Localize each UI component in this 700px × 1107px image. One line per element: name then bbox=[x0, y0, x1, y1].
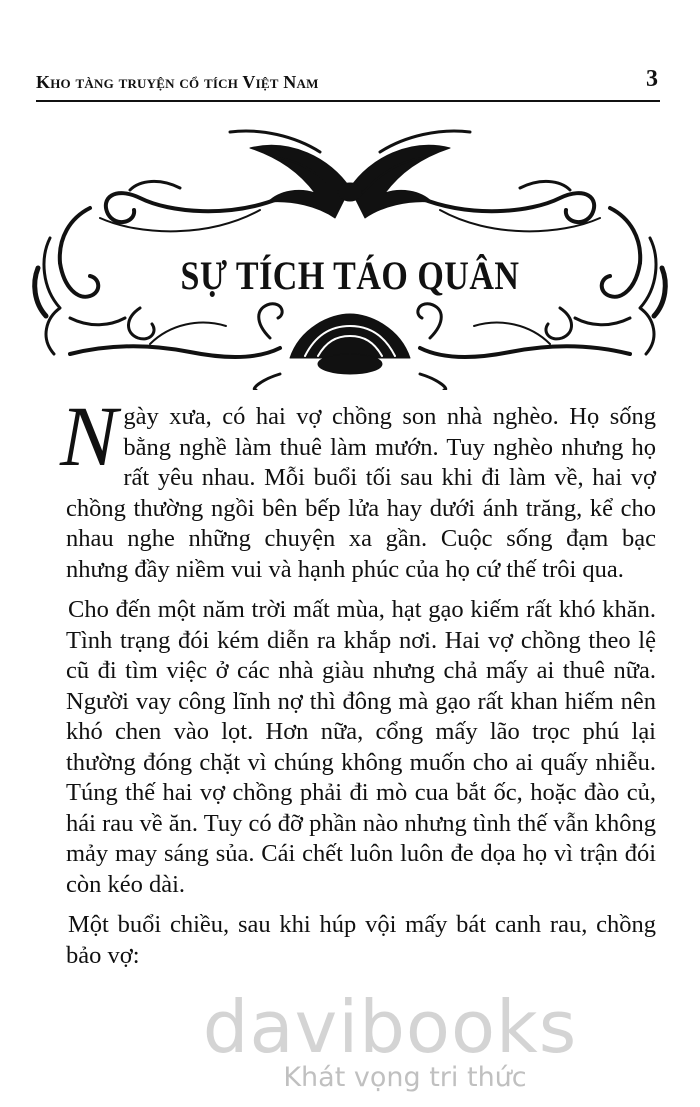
paragraph: Cho đến một năm trời mất mùa, hạt gạo kiếm rất khó khăn. Tình trạng đói kém diễn ra khắp nơi. Hai vợ chồng theo lệ cũ đi tìm việc ở các nhà giàu nhưng chả mấy ai thuê nữa. Người vay công lĩnh nợ thì đông mà gạo rất khan hiếm nên khó chen vào lọt. Hơn nữa, cổng mấy lão trọc phú lại thường đóng chặt vì chúng không muốn cho ai quấy nhiễu. Túng thế hai vợ chồng phải đi mò cua bắt ốc, hoặc đào củ, hái rau về ăn. Tuy có đỡ phần nào nhưng tình thế vẫn không mảy may sáng sủa. Cái chết luôn luôn đe dọa họ vì trận đói còn kéo dài. bbox=[66, 596, 656, 898]
book-title: Kho tàng truyện cổ tích Việt Nam bbox=[36, 72, 319, 92]
drop-cap: N bbox=[60, 388, 118, 484]
running-header bbox=[36, 66, 660, 102]
paragraph bbox=[60, 388, 656, 585]
page-number: 3 bbox=[646, 66, 658, 92]
story-title: SỰ TÍCH TÁO QUÂN bbox=[180, 254, 520, 299]
watermark-brand: davibooks bbox=[202, 985, 578, 1069]
story-body bbox=[60, 388, 656, 981]
watermark-tagline: Khát vọng tri thức bbox=[283, 1062, 527, 1093]
paragraph-text: gày xưa, có hai vợ chồng son nhà nghèo. Họ sống bằng nghề làm thuê làm mướn. Tuy nghèo nhưng họ rất yêu nhau. Mỗi buổi tối sau khi đi làm về, hai vợ chồng thường ngồi bên bếp lửa hay dưới ánh trăng, kể cho nhau nghe những chuyện xa gần. Cuộc sống đạm bạc nhưng đầy niềm vui và hạnh phúc của họ cứ thế trôi qua. bbox=[66, 403, 656, 583]
paragraph: Một buổi chiều, sau khi húp vội mấy bát canh rau, chồng bảo vợ: bbox=[66, 911, 656, 969]
